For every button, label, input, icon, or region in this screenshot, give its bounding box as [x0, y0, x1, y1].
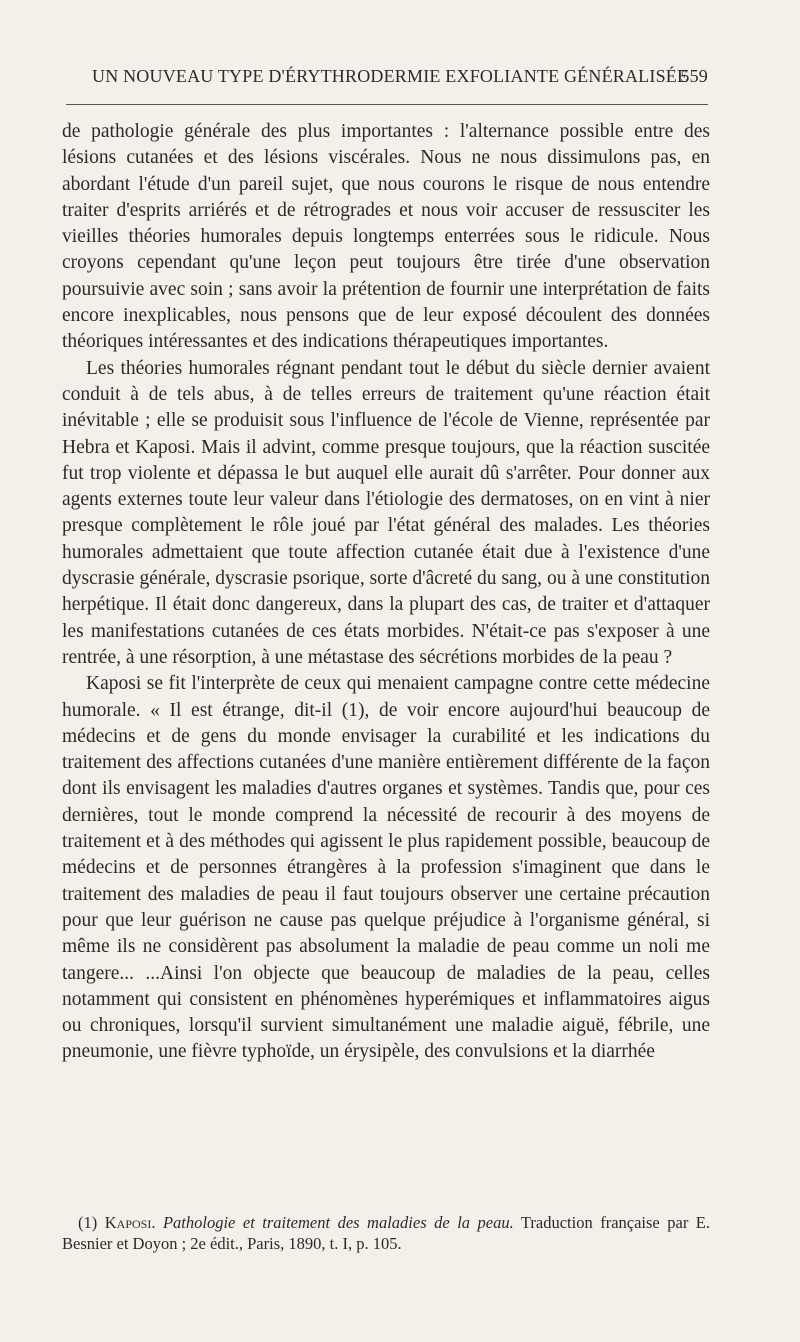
footnote-title: Pathologie et traitement des maladies de la peau. [162, 1213, 514, 1232]
paragraph: Kaposi se fit l'interprète de ceux qui menaient campagne contre cette médecine humorale. « Il est étrange, dit-il (1), de voir encore aujourd'hui beaucoup de médecins et de gens du monde envisager la curabilité et les indications du traitement des affections cutanées d'une manière entièrement différente de la façon dont ils envisagent les maladies d'autres organes et systèmes. Tandis que, pour ces dernières, tout le monde comprend la nécessité de recourir à des moyens de traitement et à des méthodes qui agissent le plus rapidement possible, beaucoup de médecins et de personnes étrangères à la profession s'imaginent que dans le traitement des maladies de peau il faut toujours observer une certaine précaution pour que leur guérison ne cause pas quelque préjudice à l'organisme général, si même ils ne considèrent pas absolument la maladie de peau comme un noli me tangere... ...Ainsi l'on objecte que beaucoup de maladies de la peau, celles notamment qui consistent en phénomènes hyperémiques et inflammatoires aigus ou chroniques, lorsqu'il survient simultanément une maladie aiguë, fébrile, une pneumonie, une fièvre typhoïde, un érysipèle, des convulsions et la diarrhée [62, 673, 710, 1063]
running-title: UN NOUVEAU TYPE D'ÉRYTHRODERMIE EXFOLIANTE GÉNÉRALISÉE [92, 66, 689, 86]
footnote-details: Traduction française par E. Besnier et Doyon ; 2e édit., Paris, 1890, t. I, p. 105. [62, 1213, 711, 1253]
body-text [62, 119, 710, 1066]
footnote [62, 1212, 710, 1254]
paragraph: Les théories humorales régnant pendant tout le début du siècle dernier avaient conduit à de tels abus, à de telles erreurs de traitement qu'une réaction était inévitable ; elle se produisit sous l'influence de l'école de Vienne, représentée par Hebra et Kaposi. Mais il advint, comme presque toujours, que la réaction suscitée fut trop violente et dépassa le but auquel elle aurait dû s'arrêter. Pour donner aux agents externes toute leur valeur dans l'étiologie des dermatoses, on en vint à nier presque complètement le rôle joué par l'état général des malades. Les théories humorales admettaient que toute affection cutanée était due à l'existence d'une dyscrasie générale, dyscrasie psorique, sorte d'âcreté du sang, ou à une constitution herpétique. Il était donc dangereux, dans la plupart des cas, de traiter et d'attaquer les manifestations cutanées de ces états morbides. N'était-ce pas s'exposer à une rentrée, à une résorption, à une métastase des sécrétions morbides de la peau ? [62, 357, 710, 668]
page-number: 559 [680, 66, 708, 86]
footnote-marker: (1) [78, 1213, 98, 1232]
footnote-author: Kaposi. [104, 1213, 156, 1232]
paragraph: de pathologie générale des plus importantes : l'alternance possible entre des lésions cutanées et des lésions viscérales. Nous ne nous dissimulons pas, en abordant l'étude d'un pareil sujet, que nous courons le risque de nous entendre traiter d'esprits arriérés et de rétrogrades et nous voir accuser de ressusciter les vieilles théories humorales depuis longtemps enterrées sous le ridicule. Nous croyons cependant qu'une leçon peut toujours être tirée d'une observation poursuivie avec soin ; sans avoir la prétention de fournir une interprétation de faits encore inexplicables, nous pensons que de leur exposé découlent des données théoriques intéressantes et des indications thérapeutiques importantes. [62, 121, 710, 353]
running-head [66, 66, 708, 92]
header-rule [66, 104, 708, 105]
